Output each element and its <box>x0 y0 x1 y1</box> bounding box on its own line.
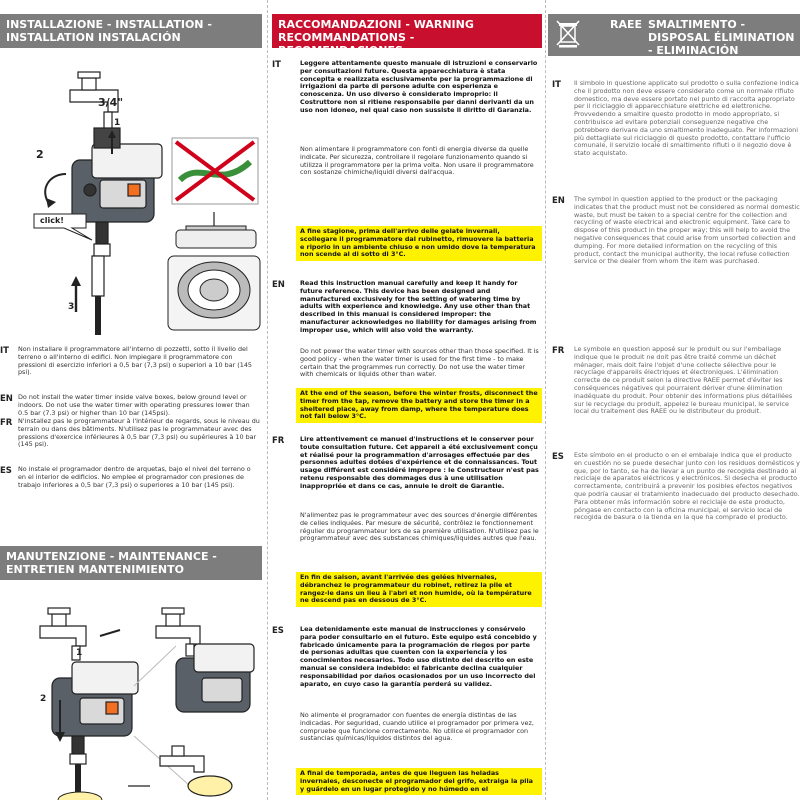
step-1-label: 1 <box>114 118 121 128</box>
disposal-title: SMALTIMENTO - DISPOSAL ÉLIMINATION - ELIMINACIÓN <box>648 18 795 57</box>
lang-code-en: EN <box>272 280 285 290</box>
warning-es-bold: Lea detenidamente este manual de instrucciones y consérvelo para poder consultarlo en el futuro. Este equipo está concebido y fabricado únicamente para la programación de riegos por parte de personas adultas que cuenten con la experiencia y los conocimientos necesarios. Todo uso distinto del descrito en este manual se considera indebido: el fabricante declina cualquier responsabilidad por daños ocasionados por un uso incorrecto del aparato, en cuyo caso la garantía perderá su validez. <box>300 625 537 688</box>
warning-en-highlight: At the end of the season, before the winter frosts, disconnect the timer from the tap, remove the battery and store the timer in a sheltered place, away from damp, where the temperature does not fall below 3°C. <box>296 388 542 423</box>
warning-fr-highlight: En fin de saison, avant l'arrivée des gelées hivernales, débranchez le programmateur du robinet, retirez la pile et rangez-le dans un lieu à l'abri et non humide, où la température ne descend pas en dessous de 3°C. <box>296 572 542 607</box>
disposal-header <box>548 14 800 56</box>
warning-en-text: Do not power the water timer with sources other than those specified. It is good policy - when the water timer is used for the first time - to make certain that the programmes run correctly. Do not use the water timer with chemicals or liquids other than water. <box>300 347 539 379</box>
warning-fr-bold: Lire attentivement ce manuel d'instructions et le conserver pour toute consultation future. Cet appareil a été exclusivement conçu et réalisé pour la programmation d'arrosages effectuée par des personnes adultes dotées d'expérience et de connaissances. Tout usage différent est considéré impropre : le Constructeur n'est pas retenu responsable des dommages dus à une utilisation inappropriée et dans ce cas, annule le droit de Garantie. <box>300 435 539 490</box>
warning-it-text: Non alimentare il programmatore con fonti di energia diverse da quelle indicate. Per sicurezza, controllare il regolare funzionamento quando si utilizza il programmatore per la prima volta. Non usare il programmatore con sostanze chimiche/liquidi diversi dall'acqua. <box>300 145 534 177</box>
lang-code-es: ES <box>272 626 284 636</box>
install-note-it: Non installare il programmatore all'interno di pozzetti, sotto il livello del terreno o all'interno di edifici. Non impiegare il programmatore con pressioni di esercizio inferiori a 0,5 bar (7,3 psi) o superiori a 10 bar (145 psi). <box>18 345 252 377</box>
disposal-it: Il simbolo in questione applicato sul prodotto o sulla confezione indica che il prodotto non deve essere considerato come un normale rifiuto domestico, ma deve essere portato nel punto di raccolta appropriato per il riciclaggio di apparecchiature elettriche ed elettroniche. Provvedendo a smaltire questo prodotto in modo appropriato, si contribuisce ad evitare potenziali conseguenze negative che potrebbero derivare da uno smaltimento inadeguato. Per informazioni più dettagliate sul riciclaggio di questo prodotto, contattare l'ufficio comunale, il servizio locale di smaltimento rifiuti o il negozio dove è stato acquistato. <box>574 79 799 158</box>
lang-code-it: IT <box>272 60 281 70</box>
hose-connector-icon <box>168 226 260 330</box>
lang-code-it: IT <box>0 346 9 356</box>
lang-code-es: ES <box>0 466 12 476</box>
warning-fr-text: N'alimentez pas le programmateur avec des sources d'énergie différentes de celles indiquées. Par mesure de sécurité, contrôlez le fonctionnement régulier du programmateur lors de sa première utilisation. N'utilisez pas le programmateur avec des substances chimiques/liquides autres que l'eau. <box>300 511 539 543</box>
installation-diagram <box>0 50 262 335</box>
step-2-label: 2 <box>40 694 47 704</box>
install-note-en: Do not install the water timer inside valve boxes, below ground level or indoors. Do not use the water timer with operating pressures lower than 0.5 bar (7.3 psi) or higher than 10 bar (145psi). <box>18 393 250 417</box>
rotate-arrow-icon <box>45 174 66 202</box>
lang-code-fr: FR <box>0 418 13 428</box>
step-3-label: 3 <box>68 302 75 312</box>
warning-it-bold: Leggere attentamente questo manuale di istruzioni e conservarlo per consultazioni future. Questa apparecchiatura è stata concepita e realizzata esclusivamente per la programmazione di irrigazioni da parte di persone adulte con esperienza e conoscenza. Un uso diverso è considerato improprio: il Costruttore non si ritiene responsabile per danni derivanti da un uso non idoneo, nel qual caso non sussiste il diritto di Garanzia. <box>300 59 538 114</box>
disposal-column <box>548 0 800 800</box>
column-divider <box>267 0 268 800</box>
lang-code-it: IT <box>552 80 561 90</box>
install-note-fr: N'installez pas le programmateur à l'intérieur de regards, sous le niveau du terrain ou dans des bâtiments. N'utilisez pas le programmateur avec des pressions d'exercice inférieures à 0,5 bar (7,3 psi) ou supérieures à 10 bar (145 psi). <box>18 417 260 449</box>
step-2-label: 2 <box>36 148 44 161</box>
warnings-column <box>272 0 542 800</box>
installation-column <box>0 0 262 800</box>
disposal-en: The symbol in question applied to the product or the packaging indicates that the product must not be considered as normal domestic waste, but must be taken to a special centre for the collection and recycling of waste electrical and electronic equipment. Take care to dispose of this product in the proper way; this will help to avoid the negative consequences that could arise from unsorted collection and dumping. For more detailed information on the recycling of this product, contact the municipal authority, the local refuse collection service or the dealer from whom the item was purchased. <box>574 195 800 266</box>
lang-code-en: EN <box>552 196 565 206</box>
prohibited-icon <box>172 138 258 204</box>
installation-header: INSTALLAZIONE - INSTALLATION - INSTALLATION INSTALACIÓN <box>0 14 262 48</box>
warning-it-highlight: A fine stagione, prima dell'arrivo delle gelate invernali, scollegare il programmatore dal rubinetto, rimuovere la batteria e riporlo in un ambiente chiuso e non umido dove la temperatura non scende al di sotto di 3°C. <box>296 226 542 261</box>
size-label: 3/4" <box>98 96 124 109</box>
warning-en-bold: Read this instruction manual carefully and keep it handy for future reference. This device has been designed and manufactured exclusively for the setting of watering time by adults with experience and knowledge. Any use other than that described in this manual is considered improper: the manufacturer acknowledges no liability for damages arising from improper use, which will also void the warranty. <box>300 279 537 334</box>
maintenance-diagram <box>0 586 262 800</box>
maintenance-header: MANUTENZIONE - MAINTENANCE - ENTRETIEN MANTENIMIENTO <box>0 546 262 580</box>
raee-label: RAEE <box>610 18 643 31</box>
disposal-fr: Le symbole en question apposé sur le produit ou sur l'emballage indique que le produit ne doit pas être traité comme un déchet ménager, mais doit faire l'objet d'une collecte sélective pour le recyclage d'appareils électriques et électroniques. L'élimination correcte de ce produit selon la directive RAEE permet d'éviter les conséquences négatives qui pourraient dériver d'une élimination inadéquate du produit. Pour obtenir des informations plus détaillées sur le recyclage du produit, appelez le bureau municipal, le service local du traitement des RAEE ou le distributeur du produit. <box>574 345 793 416</box>
lang-code-es: ES <box>552 452 564 462</box>
water-timer-icon <box>52 662 138 800</box>
weee-bin-icon <box>556 20 580 48</box>
lang-code-fr: FR <box>552 346 565 356</box>
disposal-es: Este símbolo en el producto o en el embalaje indica que el producto en cuestión no se puede desechar junto con los residuos domésticos y que, por lo tanto, se ha de llevar a un punto de recogida destinado al reciclaje de aparatos eléctricos y electrónicos. Si desecha el producto correctamente, contribuirá a prevenir los posibles efectos negativos que podría causar el tratamiento inadecuado del producto desechado. Para obtener más información sobre el reciclaje de este producto, póngase en contacto con la oficina municipal, el servicio local de recogida de basura o la tienda en la que ha comprado el producto. <box>574 451 800 522</box>
lang-code-fr: FR <box>272 436 285 446</box>
arrow-icon <box>100 630 120 636</box>
lang-code-en: EN <box>0 394 13 404</box>
warnings-header: RACCOMANDAZIONI - WARNING RECOMMANDATIONS - RECOMENDACIONES <box>272 14 542 48</box>
step-1-label: 1 <box>76 648 83 658</box>
column-divider <box>545 0 546 800</box>
install-note-es: No instale el programador dentro de arquetas, bajo el nivel del terreno o en el interior de edificios. No emplee el programador con presiones de trabajo inferiores a 0,5 bar (7,3 psi) o superiores a 10 bar (145 psi). <box>18 465 251 489</box>
warning-es-highlight: A final de temporada, antes de que lleguen las heladas invernales, desconecte el programador del grifo, extraiga la pila y guárdelo en un lugar protegido y no húmedo en el <box>296 768 542 795</box>
warning-es-text: No alimente el programador con fuentes de energía distintas de las indicadas. Por seguridad, cuando utilice el programador por primera vez, compruebe que funcione correctamente. No utilice el programador con sustancias químicas/líquidos distintos del agua. <box>300 711 534 743</box>
click-label: click! <box>40 216 64 225</box>
